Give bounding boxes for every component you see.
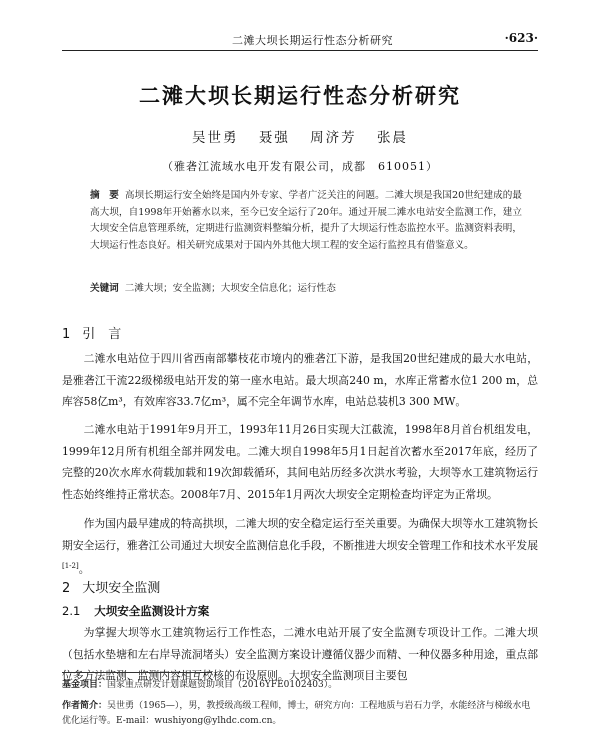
subsection-title: 大坝安全监测设计方案	[94, 604, 210, 618]
funding-text: 国家重点研发计划课题资助项目（2016YFE0102403）。	[107, 680, 338, 690]
author-bio-note	[62, 699, 538, 729]
paragraph-text: 作为国内最早建成的特高拱坝，二滩大坝的安全稳定运行至关重要。为确保大坝等水工建筑物长期安全运行，雅砻江公司通过大坝安全监测信息化手段，不断推进大坝安全管理工作和技术水平发展	[62, 517, 538, 552]
section-heading-introduction	[62, 323, 121, 342]
section-number: 1	[62, 327, 71, 342]
citation: [1-2]	[62, 562, 79, 571]
author-name: 周济芳	[310, 130, 357, 146]
funding-note	[62, 678, 538, 693]
running-title: 二滩大坝长期运行性态分析研究	[232, 34, 393, 47]
section-title: 引 言	[82, 327, 122, 342]
author-list	[0, 126, 600, 146]
footnote-divider	[62, 672, 212, 673]
author-name: 张晨	[376, 130, 408, 146]
abstract	[90, 188, 522, 254]
affiliation: （雅砻江流域水电开发有限公司，成都 610051）	[162, 160, 438, 173]
section-number: 2	[62, 581, 71, 596]
keywords-label: 关键词	[90, 283, 119, 294]
author-name: 聂强	[258, 130, 290, 146]
author-name: 吴世勇	[192, 130, 239, 146]
body-paragraph: 二滩水电站位于四川省西南部攀枝花市境内的雅砻江下游，是我国20世纪建成的最大水电站，是雅砻江干流22级梯级电站开发的第一座水电站。最大坝高240 m，水库正常蓄水位1 200 m，总库容58亿m³，有效库容33.7亿m³，属不完全年调节水库，电站总装机3 300 MW。	[62, 352, 538, 409]
body-paragraph: 为掌握大坝等水工建筑物运行工作性态，二滩水电站开展了安全监测专项设计工作。二滩大坝（包括水垫塘和左右岸导流洞堵头）安全监测方案设计遵循仪器少而精、一种仪器多种用途，重点部位多方法监测、监测内容相互校核的布设原则。大坝安全监测项目主要包	[62, 626, 538, 683]
page-number: ·623·	[504, 31, 538, 45]
body-paragraph	[62, 513, 538, 580]
author-bio-label: 作者简介：	[62, 701, 108, 711]
body-paragraph: 二滩水电站于1991年9月开工，1993年11月26日实现大江截流，1998年8月首台机组发电，1999年12月所有机组全部并网发电。二滩大坝自1998年5月1日起首次蓄水至2017年底，经历了完整的20次水库水荷载加载和19次卸载循环，其间电站历经多次洪水考验，大坝等水工建筑物运行性态始终维持正常状态。2008年7月、2015年1月两次大坝安全定期检查均评定为正常坝。	[62, 423, 538, 501]
keywords	[90, 282, 522, 296]
paragraph-end: 。	[78, 562, 90, 576]
section-heading-dam-monitoring	[62, 577, 160, 596]
keywords-text: 二滩大坝；安全监测；大坝安全信息化；运行性态	[124, 283, 336, 294]
subsection-heading	[62, 603, 209, 619]
footnotes	[62, 678, 538, 729]
funding-label: 基金项目：	[62, 680, 108, 690]
subsection-number: 2.1	[62, 604, 81, 618]
abstract-text: 高坝长期运行安全始终是国内外专家、学者广泛关注的问题。二滩大坝是我国20世纪建成的最高大坝，自1998年开始蓄水以来，至今已安全运行了20年。通过开展二滩水电站安全监测工作，建立大坝安全信息管理系统，定期进行监测资料整编分析，提升了大坝运行性态监控水平。监测资料表明，大坝运行性态良好。相关研究成果对于国内外其他大坝工程的安全运行监控具有借鉴意义。	[90, 190, 522, 251]
running-header	[62, 30, 538, 51]
abstract-label: 摘 要	[90, 190, 119, 201]
section-title: 大坝安全监测	[82, 581, 161, 596]
paper-title: 二滩大坝长期运行性态分析研究	[139, 84, 461, 108]
author-bio-text: 吴世勇（1965—），男，教授级高级工程师，博士，研究方向：工程地质与岩石力学，水能经济与梯级水电优化运行等。E-mail：wushiyong@ylhdc.com.cn。	[62, 701, 531, 726]
